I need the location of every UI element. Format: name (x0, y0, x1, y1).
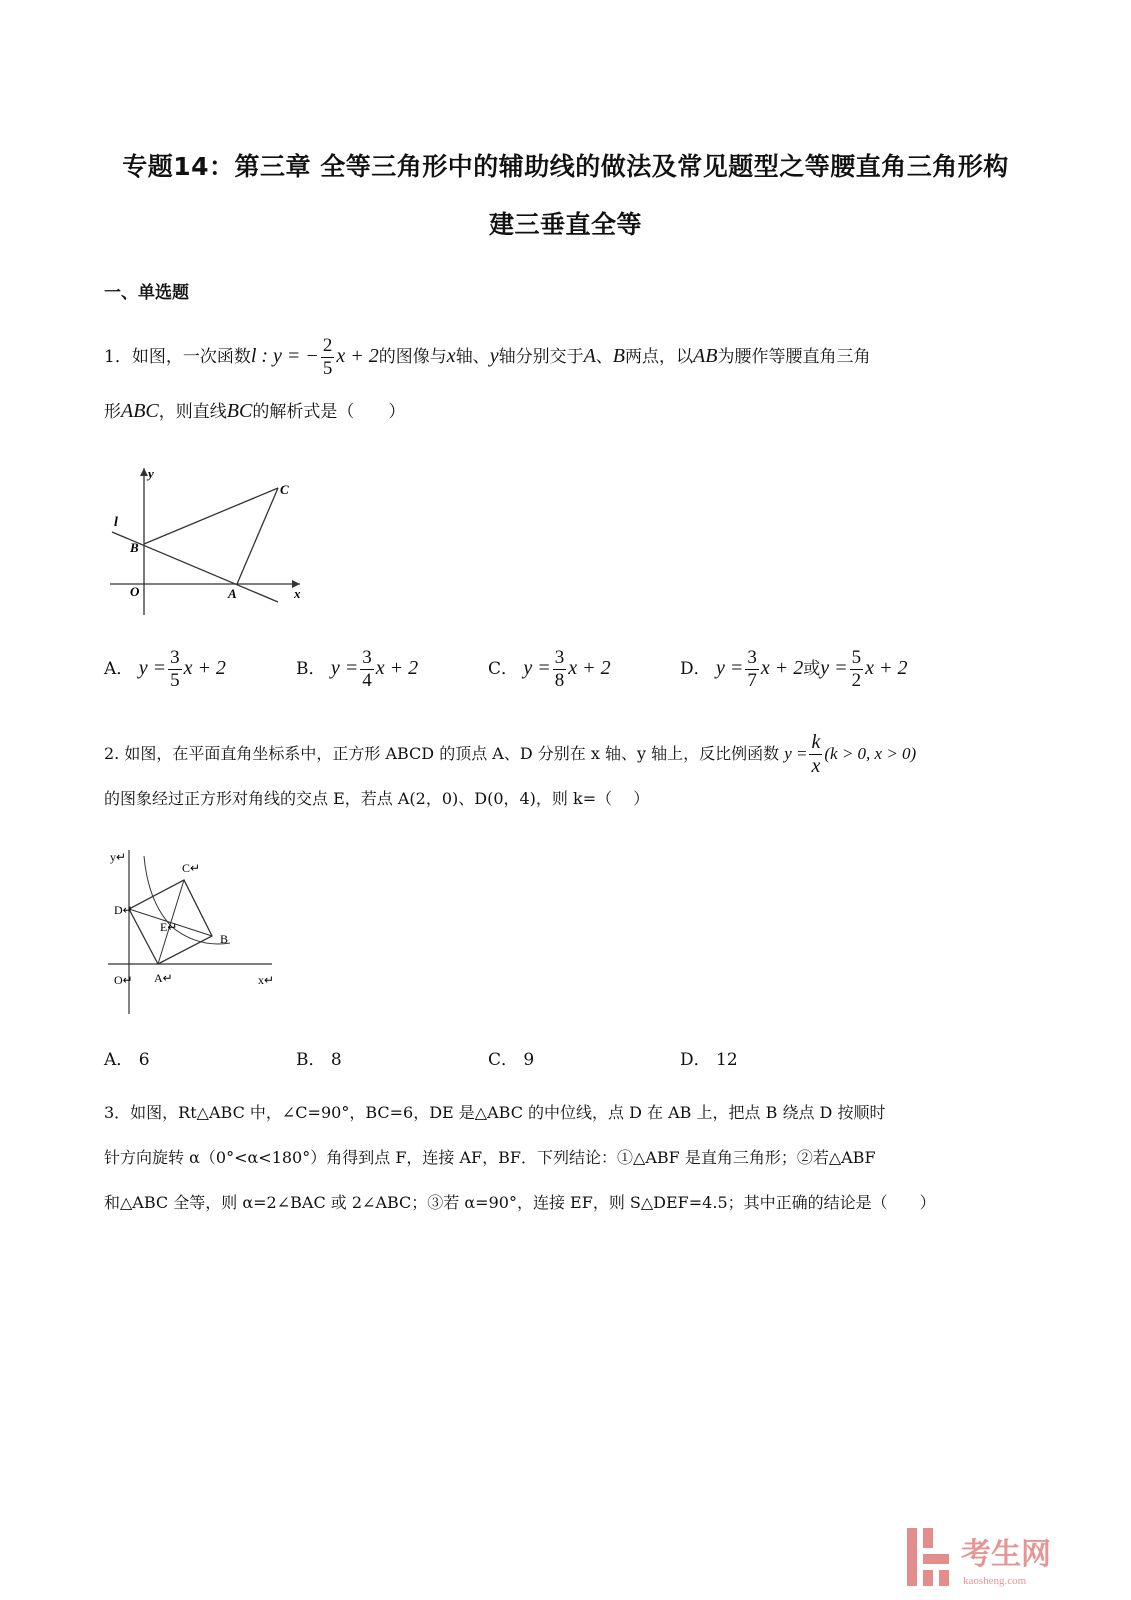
option-math: x + 2 (375, 656, 419, 679)
q1-option-b[interactable] (296, 648, 418, 691)
q1-var-a: A (583, 344, 596, 367)
q1-text-part: ，则直线 (158, 402, 227, 422)
q1-fraction: $\frac{2}{5}$ (322, 335, 333, 379)
q2-option-c[interactable] (488, 1045, 534, 1070)
q2-label-a: A↵ (154, 971, 173, 985)
q2-label-y: y↵ (110, 850, 127, 864)
option-math: y = (820, 656, 848, 679)
option-value: 12 (716, 1050, 738, 1070)
q1-text-part: 轴分别交于 (498, 346, 584, 367)
option-label: B． (296, 1050, 326, 1070)
q2-fn-y: y = (784, 744, 808, 763)
q2-label-b: B (220, 932, 229, 946)
q1-var-abc: ABC (121, 400, 159, 422)
document-title-line1: 专题14：第三章 全等三角形中的辅助线的做法及常见题型之等腰直角三角形构 (122, 152, 1009, 181)
q3-line3: 和△ABC 全等，则 α=2∠BAC 或 2∠ABC；③若 α=90°，连接 EF，则 S△DEF=4.5；其中正确的结论是（ ） (104, 1193, 936, 1212)
q1-var-bc: BC (226, 400, 253, 422)
q1-var-ab: AB (693, 344, 718, 367)
q1-text-part: 轴、 (455, 346, 490, 367)
q2-option-b[interactable] (296, 1045, 342, 1070)
q1-var-y: y (489, 344, 499, 367)
option-fraction: $\frac{3}{5}$ (170, 647, 180, 691)
option-label: C． (488, 658, 519, 679)
q2-figure (102, 842, 282, 1017)
q1-option-d[interactable] (680, 648, 908, 691)
option-math: x + 2 (568, 656, 611, 679)
q1-var-l: l (250, 344, 257, 367)
option-value: 6 (138, 1050, 150, 1070)
option-math: y = (523, 656, 551, 679)
q1-text-part: 1．如图，一次函数 (104, 346, 251, 367)
q2-label-c: C↵ (182, 861, 201, 875)
q2-fn-fraction: $\frac{k}{x}$ (811, 731, 821, 777)
q1-text-part: 形 (104, 402, 121, 422)
q1-math: : y = − (256, 344, 319, 367)
option-fraction: $\frac{5}{2}$ (851, 647, 862, 691)
q2-option-d[interactable] (680, 1045, 738, 1070)
q1-option-a[interactable] (104, 648, 226, 691)
watermark-icon (907, 1528, 949, 1586)
q1-option-c[interactable] (488, 648, 611, 691)
q1-text-part: 的解析式是（ ） (252, 402, 406, 422)
q2-label-o: O↵ (114, 973, 133, 987)
q3-line2: 针方向旋转 α（0°<α<180°）角得到点 F，连接 AF，BF．下列结论：①△ABF 是直角三角形；②若△ABF (104, 1148, 876, 1167)
q2-fn-condition: (k > 0, x > 0) (824, 744, 917, 763)
option-label: D． (680, 658, 711, 679)
q1-var-b: B (612, 344, 626, 367)
q1-label-c: C (280, 482, 289, 497)
option-label: C． (488, 1050, 519, 1070)
option-value: 9 (523, 1050, 535, 1070)
q1-math-tail: x + 2 (336, 344, 379, 367)
section-heading: 一、单选题 (104, 283, 189, 303)
q2-line1 (104, 732, 916, 777)
q1-label-x: x (294, 586, 301, 601)
q1-line1 (104, 336, 870, 379)
q1-var-x: x (446, 344, 456, 367)
option-or: 或 (803, 658, 821, 679)
option-label: A． (104, 1050, 134, 1070)
document-title-line2: 建三垂直全等 (488, 210, 642, 239)
option-label: A． (104, 658, 134, 679)
q1-label-a: A (228, 586, 237, 601)
q1-line2 (104, 401, 405, 421)
q2-line2: 的图象经过正方形对角线的交点 E，若点 A(2，0)、D(0，4)，则 k=（ ） (104, 789, 650, 808)
q1-text-part: 、 (595, 346, 613, 367)
option-math: x + 2 (760, 656, 804, 679)
watermark-subtext: kaosheng.com (963, 1575, 1027, 1587)
option-fraction: $\frac{3}{8}$ (554, 647, 565, 691)
option-label: B． (296, 658, 326, 679)
q1-label-o: O (130, 584, 140, 599)
q2-text: 2. 如图，在平面直角坐标系中，正方形 ABCD 的顶点 A、D 分别在 x 轴、y 轴上，反比例函数 (104, 744, 780, 763)
watermark-logo (903, 1522, 1103, 1592)
option-fraction: $\frac{3}{4}$ (362, 647, 372, 691)
q1-label-b: B (130, 540, 139, 555)
watermark-text: 考生网 (961, 1538, 1051, 1571)
q3-line1: 3．如图，Rt△ABC 中，∠C=90°，BC=6，DE 是△ABC 的中位线，点 D 在 AB 上，把点 B 绕点 D 按顺时 (104, 1103, 886, 1122)
q2-option-a[interactable] (104, 1045, 150, 1070)
option-math: y = (716, 656, 744, 679)
option-math: y = (138, 656, 167, 679)
option-math: x + 2 (865, 656, 908, 679)
q1-label-l: l (114, 515, 118, 530)
q2-label-x: x↵ (258, 973, 275, 987)
q1-text-part: 的图像与 (378, 346, 447, 367)
option-fraction: $\frac{3}{7}$ (747, 647, 757, 691)
option-math: x + 2 (183, 656, 226, 679)
q1-label-y: y (148, 466, 154, 481)
option-label: D． (680, 1050, 711, 1070)
q1-text-part: 两点，以 (625, 346, 694, 367)
q2-label-e: E↵ (160, 920, 178, 934)
option-value: 8 (330, 1050, 342, 1070)
q1-y-arrow (140, 468, 148, 476)
q1-text-part: 为腰作等腰直角三角 (717, 346, 871, 367)
q1-figure (100, 460, 320, 620)
option-math: y = (330, 656, 359, 679)
q2-label-d: D↵ (114, 903, 133, 917)
